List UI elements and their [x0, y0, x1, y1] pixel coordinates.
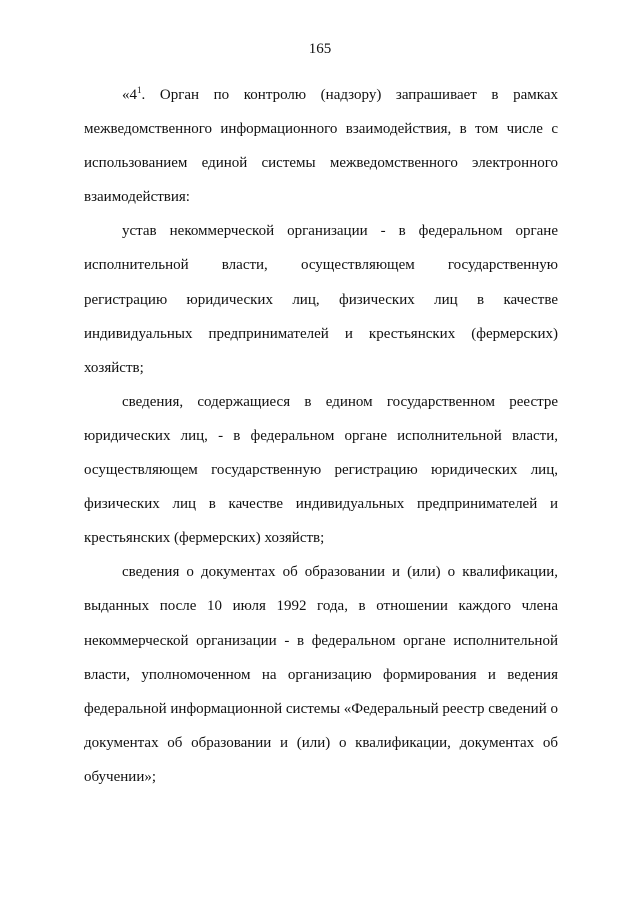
- paragraph-line: обучении»;: [84, 768, 157, 785]
- paragraph-line: документах об образовании и (или) о квалификации, документах об: [84, 734, 558, 751]
- paragraph-education-documents: [84, 555, 558, 794]
- paragraph-text: . Орган по контролю (надзору) запрашивает в рамках: [141, 87, 558, 103]
- paragraph-request-intro: [84, 78, 558, 214]
- paragraph-line: федеральной информационной системы «Федеральный реестр сведений о: [84, 700, 558, 717]
- item-number-superscript: 1: [137, 85, 142, 95]
- paragraph-line: устав некоммерческой организации - в федеральном органе: [122, 223, 558, 240]
- paragraph-line: регистрацию юридических лиц, физических лиц в качестве: [84, 291, 558, 308]
- paragraph-registry-info: [84, 385, 558, 555]
- paragraph-line: взаимодействия:: [84, 189, 190, 206]
- paragraph-line: сведения, содержащиеся в едином государственном реестре: [122, 393, 558, 410]
- paragraph-line: власти, уполномоченном на организацию формирования и ведения: [84, 666, 558, 683]
- paragraph-line: некоммерческой организации - в федеральном органе исполнительной: [84, 632, 558, 649]
- paragraph-line: межведомственного информационного взаимодействия, в том числе с: [84, 121, 558, 138]
- paragraph-line: выданных после 10 июля 1992 года, в отношении каждого члена: [84, 598, 558, 615]
- paragraph-line: [84, 78, 558, 112]
- document-body: [84, 78, 558, 794]
- paragraph-line: использованием единой системы межведомственного электронного: [84, 155, 558, 172]
- paragraph-line: хозяйств;: [84, 359, 144, 376]
- page-number: 165: [308, 41, 332, 57]
- paragraph-line: юридических лиц, - в федеральном органе исполнительной власти,: [84, 427, 558, 444]
- paragraph-line: исполнительной власти, осуществляющем государственную: [84, 257, 558, 274]
- paragraph-line: осуществляющем государственную регистрацию юридических лиц,: [84, 462, 558, 479]
- paragraph-charter: [84, 214, 558, 384]
- paragraph-line: крестьянских (фермерских) хозяйств;: [84, 530, 325, 547]
- item-number: «4: [122, 87, 137, 103]
- paragraph-line: физических лиц в качестве индивидуальных предпринимателей и: [84, 496, 558, 513]
- paragraph-line: индивидуальных предпринимателей и крестьянских (фермерских): [84, 325, 558, 342]
- paragraph-line: сведения о документах об образовании и (или) о квалификации,: [122, 564, 558, 581]
